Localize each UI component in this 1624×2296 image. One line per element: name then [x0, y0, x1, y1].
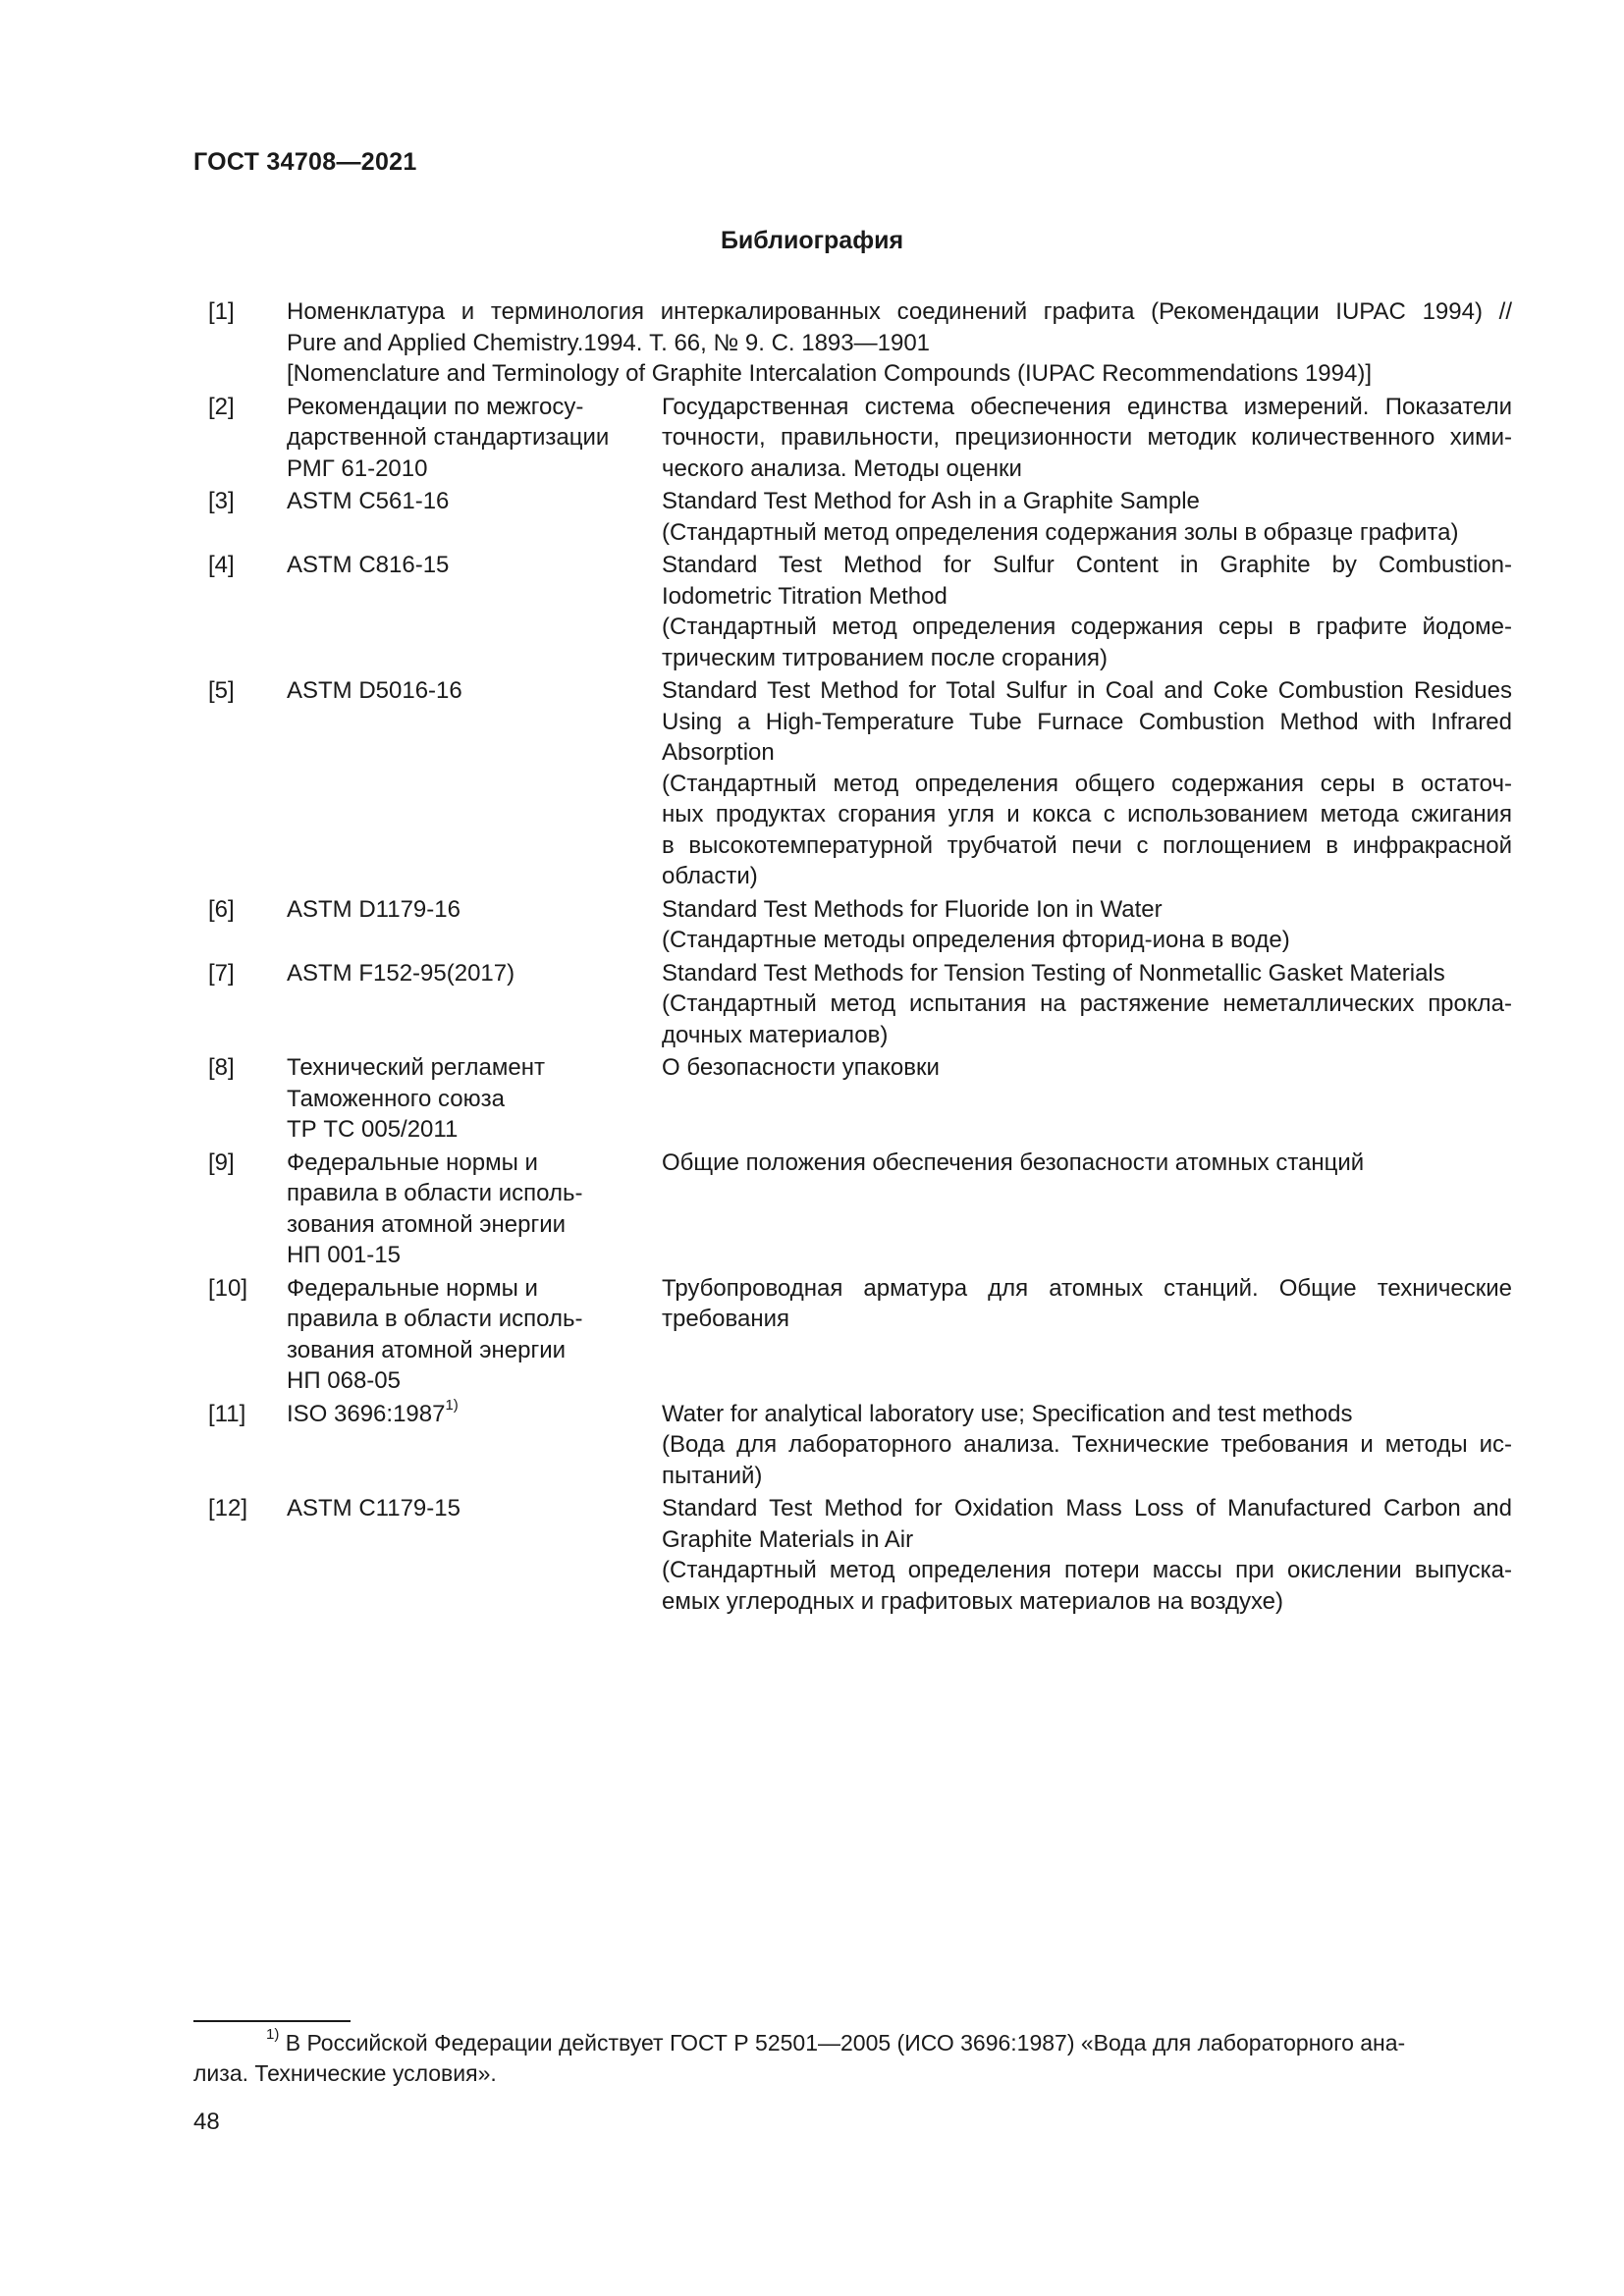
source-line	[287, 1396, 662, 1430]
entry-number: [8]	[208, 1054, 235, 1081]
entry-number: [6]	[208, 895, 235, 923]
description-line: области)	[662, 863, 758, 889]
entry-description	[662, 1052, 1512, 1146]
entry-source	[287, 1396, 662, 1492]
entry-source	[287, 958, 662, 1051]
description-line: Standard Test Method for Ash in a Graphite Sample	[662, 488, 1200, 514]
footnote-line	[193, 2028, 1514, 2058]
description-line: Graphite Materials in Air	[662, 1525, 914, 1553]
description-line: (Стандартный метод определения потери массы при окислении выпуска-	[662, 1557, 1512, 1583]
entry-number: [12]	[208, 1495, 248, 1522]
description-line: Standard Test Method for Total Sulfur in Coal and Coke Combustion Residues	[662, 677, 1512, 704]
footnote	[193, 2028, 1514, 2089]
reference-line: Pure and Applied Chemistry.1994. Т. 66, № 9. С. 1893—1901	[287, 329, 931, 356]
entry-source	[287, 675, 662, 892]
bibliography-entry-4	[208, 550, 1512, 673]
entry-description	[662, 550, 1512, 673]
description-line: Standard Test Method for Oxidation Mass Loss of Manufactured Carbon and	[662, 1495, 1512, 1522]
reference-line: [Nomenclature and Terminology of Graphite Intercalation Compounds (IUPAC Recommendations 1994)]	[287, 360, 1373, 387]
source-line: правила в области исполь-	[287, 1180, 583, 1206]
entry-source	[287, 1052, 662, 1146]
source-line: дарственной стандартизации	[287, 424, 610, 451]
description-line: ных продуктах сгорания угля и кокса с использованием метода сжигания	[662, 801, 1512, 828]
page-number: 48	[193, 2109, 220, 2135]
source-line: ASTM D5016-16	[287, 677, 462, 704]
entry-source	[287, 1493, 662, 1617]
description-line: Water for analytical laboratory use; Specification and test methods	[662, 1400, 1353, 1427]
description-line: (Вода для лабораторного анализа. Технические требования и методы ис-	[662, 1431, 1512, 1458]
entry-description	[662, 675, 1512, 892]
source-line: НП 068-05	[287, 1367, 401, 1394]
description-line: Standard Test Methods for Tension Testing of Nonmetallic Gasket Materials	[662, 959, 1445, 987]
entry-source	[287, 894, 662, 956]
entry-source	[287, 486, 662, 548]
entry-source	[287, 550, 662, 673]
bibliography-entry-1	[208, 296, 1512, 390]
source-line: Технический регламент	[287, 1054, 545, 1081]
entry-description	[662, 1148, 1512, 1271]
description-line: Absorption	[662, 739, 775, 766]
footnote-reference: 1)	[445, 1396, 459, 1414]
document-header: ГОСТ 34708—2021	[193, 148, 417, 176]
description-line: емых углеродных и графитовых материалов на воздухе)	[662, 1587, 1284, 1615]
description-line: Standard Test Methods for Fluoride Ion in Water	[662, 895, 1163, 923]
description-line: (Стандартный метод испытания на растяжение неметаллических прокла-	[662, 990, 1512, 1017]
bibliography-entry-10	[208, 1273, 1512, 1397]
source-line: зования атомной энергии	[287, 1210, 567, 1238]
entry-source	[287, 1148, 662, 1271]
page-title: Библиография	[720, 227, 904, 254]
description-line: (Стандартные методы определения фторид-иона в воде)	[662, 927, 1290, 953]
source-line: Федеральные нормы и	[287, 1148, 538, 1176]
entry-number: [5]	[208, 677, 235, 704]
source-line: ТР ТС 005/2011	[287, 1116, 459, 1143]
bibliography-entry-12	[208, 1493, 1512, 1617]
description-line: (Стандартный метод определения содержания золы в образце графита)	[662, 518, 1459, 546]
description-line: (Стандартный метод определения общего содержания серы в остаточ-	[662, 770, 1512, 797]
source-line: Федеральные нормы и	[287, 1274, 538, 1302]
description-line: в высокотемпературной трубчатой печи с поглощением в инфракрасной	[662, 831, 1512, 859]
source-line: Таможенного союза	[287, 1085, 505, 1112]
source-line: зования атомной энергии	[287, 1336, 567, 1363]
description-line: ческого анализа. Методы оценки	[662, 454, 1022, 482]
bibliography-entry-7	[208, 958, 1512, 1051]
entry-number: [3]	[208, 488, 235, 514]
entry-description	[662, 894, 1512, 956]
description-line: дочных материалов)	[662, 1021, 889, 1048]
entry-number: [10]	[208, 1274, 248, 1302]
source-line: РМГ 61-2010	[287, 454, 428, 482]
bibliography-entry-6	[208, 894, 1512, 956]
bibliography-entry-11	[208, 1396, 1512, 1492]
entry-description	[662, 1399, 1512, 1492]
entry-number: [2]	[208, 393, 235, 420]
bibliography-entry-5	[208, 675, 1512, 892]
entry-number: [11]	[208, 1400, 246, 1427]
entry-description	[662, 1273, 1512, 1397]
source-line: ASTM C561-16	[287, 488, 450, 514]
description-line: пытаний)	[662, 1462, 763, 1489]
source-line: ASTM C1179-15	[287, 1495, 460, 1522]
description-line: трическим титрованием после сгорания)	[662, 644, 1109, 671]
entry-description	[662, 1493, 1512, 1617]
source-line: Рекомендации по межгосу-	[287, 393, 584, 420]
source-line: правила в области исполь-	[287, 1306, 583, 1332]
entry-description	[662, 392, 1512, 485]
entry-description	[662, 486, 1512, 548]
entry-full-reference	[287, 296, 1512, 390]
entry-number: [7]	[208, 959, 235, 987]
entry-number: [1]	[208, 298, 235, 325]
bibliography-entry-3	[208, 486, 1512, 548]
description-line: требования	[662, 1306, 789, 1332]
source-line: ASTM C816-15	[287, 552, 450, 578]
description-line: Using a High-Temperature Tube Furnace Combustion Method with Infrared	[662, 708, 1512, 735]
description-line: Трубопроводная арматура для атомных станций. Общие технические	[662, 1274, 1512, 1302]
entry-source	[287, 392, 662, 485]
description-line: Общие положения обеспечения безопасности атомных станций	[662, 1148, 1365, 1176]
bibliography-entry-9	[208, 1148, 1512, 1271]
entry-number: [9]	[208, 1148, 235, 1176]
description-line: О безопасности упаковки	[662, 1054, 940, 1081]
description-line: Iodometric Titration Method	[662, 582, 947, 610]
description-line: Государственная система обеспечения единства измерений. Показатели	[662, 393, 1512, 420]
source-line: НП 001-15	[287, 1242, 401, 1268]
footnote-line: лиза. Технические условия».	[193, 2060, 497, 2086]
entry-description	[662, 958, 1512, 1051]
description-line: точности, правильности, прецизионности методик количественного хими-	[662, 424, 1512, 451]
description-line: Standard Test Method for Sulfur Content in Graphite by Combustion-	[662, 552, 1512, 578]
bibliography-list	[208, 296, 1512, 1619]
description-line: (Стандартный метод определения содержания серы в графите йодоме-	[662, 614, 1512, 640]
entry-number: [4]	[208, 552, 235, 578]
footnote-marker: 1)	[266, 2026, 280, 2043]
source-code: ISO 3696:1987	[287, 1400, 446, 1427]
reference-line: Номенклатура и терминология интеркалированных соединений графита (Рекомендации IUPAC 1994) //	[287, 298, 1512, 325]
source-line: ASTM D1179-16	[287, 895, 460, 923]
bibliography-entry-8	[208, 1052, 1512, 1146]
footnote-separator	[193, 2020, 351, 2022]
footnote-text: В Российской Федерации действует ГОСТ Р 52501—2005 (ИСО 3696:1987) «Вода для лабораторного ана-	[285, 2030, 1406, 2056]
bibliography-entry-2	[208, 392, 1512, 485]
entry-source	[287, 1273, 662, 1397]
source-line: ASTM F152-95(2017)	[287, 959, 515, 987]
